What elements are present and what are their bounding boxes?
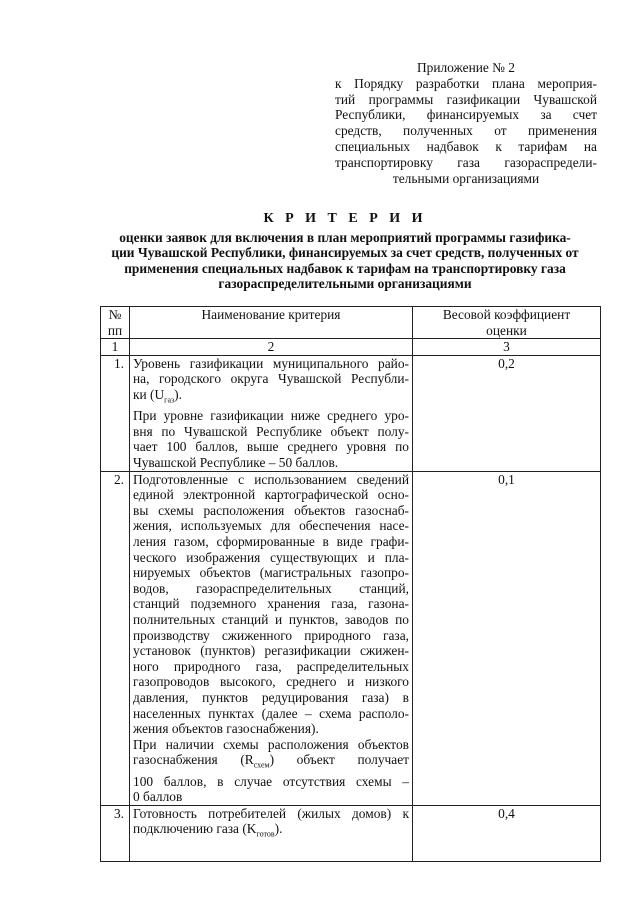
criterion-line: чает 100 баллов, выше среднего уровня по bbox=[133, 439, 409, 455]
criterion-line: газопроводов высокого, среднего и низкого bbox=[133, 674, 409, 690]
column-number: 2 bbox=[130, 339, 413, 356]
criterion-line: вня по Чувашской Республике объект полу- bbox=[133, 423, 409, 439]
criterion-subscript: готов bbox=[256, 830, 275, 840]
criterion-line bbox=[133, 387, 409, 408]
criterion-line: Готовность потребителей (жилых домов) к bbox=[133, 805, 409, 821]
heading-line: оценки заявок для включения в план мероприятий программы газифика- bbox=[119, 229, 571, 245]
appendix-line: специальных надбавок к тарифам на bbox=[335, 138, 597, 154]
weight-value: 0,1 bbox=[413, 471, 601, 805]
criterion-text-part: ) объект получает bbox=[269, 752, 409, 768]
header-num-line2: пп bbox=[107, 322, 123, 338]
appendix-title: Приложение № 2 bbox=[416, 60, 516, 75]
criterion-line: водов, газораспределительных станций, bbox=[133, 580, 409, 596]
criterion-text-part: ). bbox=[174, 386, 182, 402]
criterion-line: производству сжиженного природного газа, bbox=[133, 627, 409, 643]
weight-value: 0,2 bbox=[413, 355, 601, 471]
criterion-line: давления, пунктов редуцирования газа) в bbox=[133, 689, 409, 705]
column-number: 1 bbox=[101, 339, 130, 356]
criterion-line: ческого изображения существующих и пла- bbox=[133, 549, 409, 565]
row-number: 1. bbox=[101, 355, 130, 471]
table-row bbox=[101, 471, 601, 805]
appendix-header bbox=[335, 60, 597, 186]
criterion-line: При уровне газификации ниже среднего уро- bbox=[133, 408, 409, 424]
criterion-text bbox=[130, 471, 413, 805]
heading-line: газораспределительными организациями bbox=[218, 276, 472, 292]
criterion-line: Подготовленные с использованием сведений bbox=[133, 471, 409, 487]
criterion-line: Уровень газификации муниципального райо- bbox=[133, 355, 409, 371]
table-row bbox=[101, 805, 601, 861]
criterion-line: станций подземного хранения газа, газона- bbox=[133, 596, 409, 612]
criterion-line: населенных пунктах (далее – схема располо- bbox=[133, 705, 409, 721]
header-num-line1: № bbox=[108, 307, 122, 322]
column-number: 3 bbox=[413, 339, 601, 356]
criterion-line: полнительных станций и пунктов, заводов по bbox=[133, 611, 409, 627]
criterion-line: установок (пунктов) регазификации сжижен- bbox=[133, 643, 409, 659]
criterion-line bbox=[133, 752, 409, 773]
header-weight-line2: оценки bbox=[486, 322, 527, 338]
appendix-line: Республики, финансируемых за счет bbox=[335, 107, 597, 123]
criterion-subscript: схем bbox=[253, 760, 270, 770]
criterion-line: При наличии схемы расположения объектов bbox=[133, 736, 409, 752]
criterion-line: ления газом, сформированные в виде графи- bbox=[133, 533, 409, 549]
criterion-text-part: газоснабжения (R bbox=[133, 752, 254, 768]
heading-line: применения специальных надбавок к тарифам на транспортировку газа bbox=[124, 260, 566, 276]
table-header-row bbox=[101, 307, 601, 339]
criterion-text bbox=[130, 355, 413, 471]
criterion-text bbox=[130, 805, 413, 861]
criterion-line bbox=[133, 821, 409, 842]
appendix-line: средств, полученных от применения bbox=[335, 123, 597, 139]
criteria-table bbox=[100, 306, 601, 862]
document-heading bbox=[100, 211, 590, 292]
criterion-line: жения, используемых для обеспечения насе- bbox=[133, 518, 409, 534]
row-number: 3. bbox=[101, 805, 130, 861]
header-num bbox=[101, 307, 130, 339]
appendix-line: транспортировку газа газораспредели- bbox=[335, 154, 597, 170]
header-weight-line1: Весовой коэффициент bbox=[442, 307, 571, 322]
criterion-line: единой электронной картографической осно- bbox=[133, 487, 409, 503]
row-number: 2. bbox=[101, 471, 130, 805]
header-name: Наименование критерия bbox=[130, 307, 413, 339]
appendix-line: тельными организациями bbox=[392, 170, 540, 186]
appendix-line: к Порядку разработки плана мероприя- bbox=[335, 75, 597, 91]
criterion-subscript: газ bbox=[164, 395, 175, 405]
heading-line: ции Чувашской Республики, финансируемых за счет средств, полученных от bbox=[111, 245, 579, 261]
criterion-line: нируемых объектов (магистральных газопро- bbox=[133, 565, 409, 581]
criterion-line: Чувашской Республике – 50 баллов. bbox=[133, 455, 339, 471]
weight-value: 0,4 bbox=[413, 805, 601, 861]
criterion-text-part: подключению газа (K bbox=[133, 821, 257, 837]
appendix-line: тий программы газификации Чувашской bbox=[335, 91, 597, 107]
criterion-text-part: ки (U bbox=[133, 386, 165, 402]
criterion-line: вы схемы расположения объектов газоснаб- bbox=[133, 502, 409, 518]
criterion-line: жения объектов газоснабжения). bbox=[133, 721, 319, 737]
criterion-line: 0 баллов bbox=[133, 789, 183, 805]
criterion-line: ного природного газа, распределительных bbox=[133, 658, 409, 674]
column-number-row bbox=[101, 339, 601, 356]
header-weight bbox=[413, 307, 601, 339]
criterion-line: 100 баллов, в случае отсутствия схемы – bbox=[133, 773, 409, 789]
table-row bbox=[101, 355, 601, 471]
criterion-text-part: ). bbox=[274, 821, 283, 837]
heading-title: К Р И Т Е Р И И bbox=[263, 211, 427, 226]
criterion-line: на, городского округа Чувашской Республи- bbox=[133, 371, 409, 387]
